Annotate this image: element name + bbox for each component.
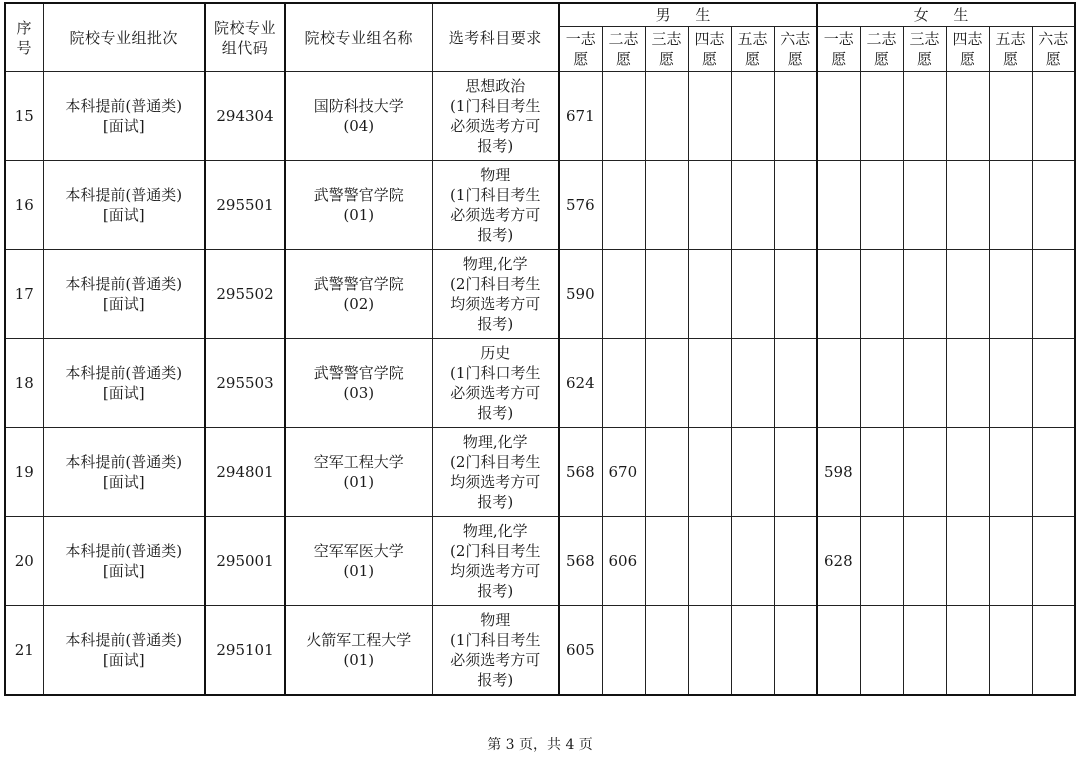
male-choice-2-cell [602,161,645,250]
female-choice-5-cell [989,606,1032,695]
line: 空军军医大学 [313,542,404,560]
female-choice-3-cell [903,250,946,339]
male-choice-5-header [731,27,774,72]
line: 国防科技大学 [313,97,404,115]
male-choice-6-cell [774,72,817,161]
line: (02) [343,295,375,313]
female-choice-3-cell [903,428,946,517]
header-batch: 院校专业组批次 [43,3,205,72]
row-batch [43,250,205,339]
male-choice-5-cell [731,339,774,428]
male-choice-2-cell [602,339,645,428]
row-seq: 20 [5,517,43,606]
female-choice-5-header [989,27,1032,72]
female-choice-6-header [1032,27,1075,72]
line: 均须选考方可 [450,562,541,580]
row-seq: 18 [5,339,43,428]
line: 物理,化学 [462,433,528,451]
line: 本科提前(普通类) [65,186,183,204]
male-choice-4-cell [688,428,731,517]
line: 报考) [477,582,514,600]
line: 愿 [615,50,631,68]
female-choice-2-header [860,27,903,72]
row-batch [43,517,205,606]
female-choice-2-cell [860,250,903,339]
row-code: 295001 [205,517,285,606]
line: (04) [343,117,375,135]
female-choice-1-header [817,27,860,72]
female-choice-5-cell [989,250,1032,339]
row-seq: 21 [5,606,43,695]
table-row [5,161,1075,250]
line: (1门科目考生 [450,97,541,115]
line: 均须选考方可 [450,295,541,313]
row-batch [43,606,205,695]
male-choice-3-cell [645,428,688,517]
line: (01) [343,562,375,580]
female-choice-6-cell [1032,606,1075,695]
line: 必须选考方可 [450,206,541,224]
female-choice-1-cell [817,161,860,250]
line: 思想政治 [465,77,526,95]
line: (1门科目考生 [450,186,541,204]
line: 报考) [477,315,514,333]
line: 必须选考方可 [450,650,541,669]
male-choice-1-cell: 568 [559,428,602,517]
row-subject [432,428,559,517]
line: 本科提前(普通类) [65,97,183,115]
line: (03) [343,384,375,402]
row-name [285,339,432,428]
female-choice-3-cell [903,161,946,250]
table-row [5,428,1075,517]
male-choice-2-cell: 606 [602,517,645,606]
row-code: 295101 [205,606,285,695]
line: 五志 [737,30,768,48]
line: 二志 [866,30,897,48]
male-choice-6-cell [774,250,817,339]
line: 愿 [573,50,589,68]
row-subject [432,339,559,428]
row-subject [432,606,559,695]
female-choice-4-cell [946,517,989,606]
line: 本科提前(普通类) [65,275,183,293]
row-name [285,161,432,250]
female-choice-1-cell [817,339,860,428]
row-batch [43,428,205,517]
line: 一志 [565,30,596,48]
female-choice-6-cell [1032,250,1075,339]
page-footer: 第 3 页，共 4 页 [487,737,593,753]
line: 本科提前(普通类) [65,630,183,649]
table-row [5,606,1075,695]
line: 愿 [873,50,889,68]
line: 必须选考方可 [450,117,541,135]
header-code: 院校专业 组代码 [205,3,285,72]
line: 愿 [701,50,717,68]
male-choice-4-cell [688,250,731,339]
male-choice-1-cell: 576 [559,161,602,250]
female-choice-1-cell: 628 [817,517,860,606]
line: [面试] [102,117,145,135]
line: 本科提前(普通类) [65,364,183,382]
line: [面试] [102,295,145,313]
line: 愿 [831,50,847,68]
male-choice-1-cell: 590 [559,250,602,339]
male-choice-5-cell [731,517,774,606]
female-choice-5-cell [989,339,1032,428]
row-seq: 15 [5,72,43,161]
line: 愿 [1002,50,1018,68]
female-choice-6-cell [1032,428,1075,517]
male-choice-3-header [645,27,688,72]
line: 一志 [823,30,854,48]
female-choice-2-cell [860,339,903,428]
line: 必须选考方可 [450,384,541,402]
line: [面试] [102,473,145,491]
header-subject: 选考科目要求 [432,3,559,72]
line: 愿 [1045,50,1061,68]
line: 火箭军工程大学 [306,630,412,649]
line: 愿 [959,50,975,68]
line: 本科提前(普通类) [65,542,183,560]
row-seq: 16 [5,161,43,250]
line: 六志 [1038,30,1069,48]
female-choice-4-cell [946,161,989,250]
row-batch [43,72,205,161]
female-choice-4-cell [946,339,989,428]
female-choice-6-cell [1032,339,1075,428]
row-name [285,428,432,517]
row-name [285,250,432,339]
row-name [285,517,432,606]
line: 历史 [480,344,511,362]
female-choice-3-cell [903,517,946,606]
male-choice-3-cell [645,517,688,606]
male-choice-1-cell: 605 [559,606,602,695]
female-choice-1-cell: 598 [817,428,860,517]
male-choice-5-cell [731,161,774,250]
male-choice-5-cell [731,606,774,695]
male-choice-6-cell [774,339,817,428]
male-choice-3-cell [645,339,688,428]
female-choice-3-cell [903,72,946,161]
female-choice-5-cell [989,161,1032,250]
admission-table [4,2,1076,696]
table-row [5,517,1075,606]
male-choice-3-cell [645,250,688,339]
line: 物理,化学 [462,255,528,273]
line: 四志 [694,30,725,48]
line: 愿 [916,50,932,68]
male-choice-2-cell [602,606,645,695]
male-choice-4-header [688,27,731,72]
line: 武警警官学院 [313,186,404,204]
female-choice-4-cell [946,606,989,695]
female-choice-6-cell [1032,72,1075,161]
line: 二志 [608,30,639,48]
male-choice-4-cell [688,161,731,250]
female-choice-2-cell [860,161,903,250]
female-choice-3-cell [903,606,946,695]
female-choice-5-cell [989,428,1032,517]
male-choice-1-header [559,27,602,72]
male-choice-1-cell: 671 [559,72,602,161]
row-subject [432,72,559,161]
line: (2门科目考生 [450,275,541,293]
male-choice-1-cell: 568 [559,517,602,606]
header-name: 院校专业组名称 [285,3,432,72]
line: 物理,化学 [462,522,528,540]
male-choice-4-cell [688,72,731,161]
male-choice-5-cell [731,428,774,517]
male-choice-5-cell [731,72,774,161]
female-choice-3-cell [903,339,946,428]
row-batch [43,161,205,250]
line: [面试] [102,562,145,580]
female-choice-2-cell [860,517,903,606]
row-subject [432,250,559,339]
line: 报考) [477,404,514,422]
line: 报考) [477,137,514,155]
male-choice-4-cell [688,517,731,606]
line: 武警警官学院 [313,275,404,293]
male-choice-4-cell [688,339,731,428]
row-name [285,72,432,161]
female-choice-3-header [903,27,946,72]
header-female: 女 生 [817,3,1075,27]
female-choice-6-cell [1032,517,1075,606]
line: 愿 [658,50,674,68]
male-choice-2-cell: 670 [602,428,645,517]
female-choice-4-header [946,27,989,72]
male-choice-4-cell [688,606,731,695]
male-choice-6-header [774,27,817,72]
male-choice-5-cell [731,250,774,339]
line: [面试] [102,206,145,224]
row-code: 295502 [205,250,285,339]
line: [面试] [102,384,145,402]
male-choice-3-cell [645,606,688,695]
female-choice-4-cell [946,250,989,339]
male-choice-6-cell [774,161,817,250]
line: (1门科口考生 [450,364,541,382]
header-seq: 序 号 [5,3,43,72]
line: 报考) [477,670,514,689]
table-row [5,339,1075,428]
table-row [5,250,1075,339]
line: 本科提前(普通类) [65,453,183,471]
male-choice-2-cell [602,72,645,161]
male-choice-3-cell [645,161,688,250]
male-choice-2-header [602,27,645,72]
header-male: 男 生 [559,3,817,27]
female-choice-4-cell [946,72,989,161]
table-row [5,72,1075,161]
female-choice-1-cell [817,250,860,339]
line: (2门科目考生 [450,542,541,560]
row-subject [432,517,559,606]
row-code: 294801 [205,428,285,517]
line: 武警警官学院 [313,364,404,382]
male-choice-2-cell [602,250,645,339]
line: (01) [343,650,375,669]
row-code: 295503 [205,339,285,428]
line: 愿 [787,50,803,68]
female-choice-2-cell [860,428,903,517]
line: 五志 [995,30,1026,48]
row-code: 294304 [205,72,285,161]
line: 四志 [952,30,983,48]
male-choice-6-cell [774,428,817,517]
female-choice-5-cell [989,517,1032,606]
line: (01) [343,473,375,491]
line: 物理 [480,166,511,184]
female-choice-6-cell [1032,161,1075,250]
line: 空军工程大学 [313,453,404,471]
line: 三志 [909,30,940,48]
row-name [285,606,432,695]
line: [面试] [102,650,145,669]
female-choice-1-cell [817,606,860,695]
line: 六志 [780,30,811,48]
line: (01) [343,206,375,224]
line: (2门科目考生 [450,453,541,471]
line: 报考) [477,226,514,244]
female-choice-2-cell [860,606,903,695]
line: 报考) [477,493,514,511]
row-seq: 17 [5,250,43,339]
line: 物理 [480,610,511,629]
female-choice-2-cell [860,72,903,161]
male-choice-3-cell [645,72,688,161]
row-batch [43,339,205,428]
line: (1门科目考生 [450,630,541,649]
row-subject [432,161,559,250]
male-choice-1-cell: 624 [559,339,602,428]
line: 愿 [744,50,760,68]
row-seq: 19 [5,428,43,517]
row-code: 295501 [205,161,285,250]
male-choice-6-cell [774,606,817,695]
line: 三志 [651,30,682,48]
female-choice-5-cell [989,72,1032,161]
female-choice-4-cell [946,428,989,517]
line: 均须选考方可 [450,473,541,491]
female-choice-1-cell [817,72,860,161]
male-choice-6-cell [774,517,817,606]
